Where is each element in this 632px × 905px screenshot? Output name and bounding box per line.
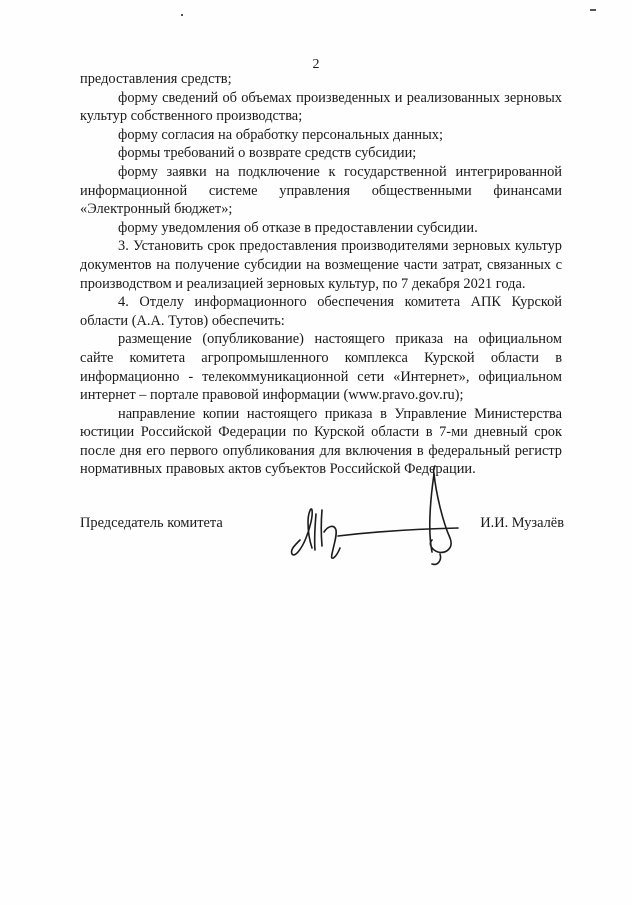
scan-dot-top xyxy=(181,14,183,16)
paragraph-list-item: форму согласия на обработку персональных данных; xyxy=(118,126,443,143)
scan-dot-corner xyxy=(590,9,596,11)
paragraph-list-item: форму заявки на подключение к государственной интегрированной информационной системе управления общественными финансами «Электронный бюджет»; xyxy=(80,163,562,218)
paragraph-clause-3: 3. Установить срок предоставления производителями зерновых культур документов на получение субсидии на возмещение части затрат, связанных с производством и реализацией зерновых культур, по 7 декабря 2021 года. xyxy=(80,238,562,292)
document-body xyxy=(80,70,562,479)
signatory-name: И.И. Музалёв xyxy=(480,515,564,531)
paragraph-list-item: форму уведомления об отказе в предоставлении субсидии. xyxy=(118,219,478,236)
paragraph-continuation: предоставления средств; xyxy=(80,71,232,87)
paragraph-list-item: формы требований о возврате средств субсидии; xyxy=(118,145,417,162)
page-number: 2 xyxy=(312,57,320,72)
handwritten-signature-icon xyxy=(282,462,482,572)
signatory-position: Председатель комитета xyxy=(80,515,223,531)
paragraph-list-item: размещение (опубликование) настоящего приказа на официальном сайте комитета агропромышленного комплекса Курской области в информационно - телекоммуникационной сети «Интернет», официальном интернет – портале правовой информации (www.pravo.gov.ru); xyxy=(80,331,562,404)
paragraph-list-item: направление копии настоящего приказа в Управление Министерства юстиции Российской Федерации по Курской области в 7-ми дневный срок после дня его первого опубликования для включения в федеральный регистр нормативных правовых актов субъектов Российской Федерации. xyxy=(80,405,562,478)
paragraph-clause-4: 4. Отделу информационного обеспечения комитета АПК Курской области (А.А. Тутов) обеспечить: xyxy=(80,294,562,329)
paragraph-list-item: форму сведений об объемах произведенных и реализованных зерновых культур собственного производства; xyxy=(80,89,562,125)
